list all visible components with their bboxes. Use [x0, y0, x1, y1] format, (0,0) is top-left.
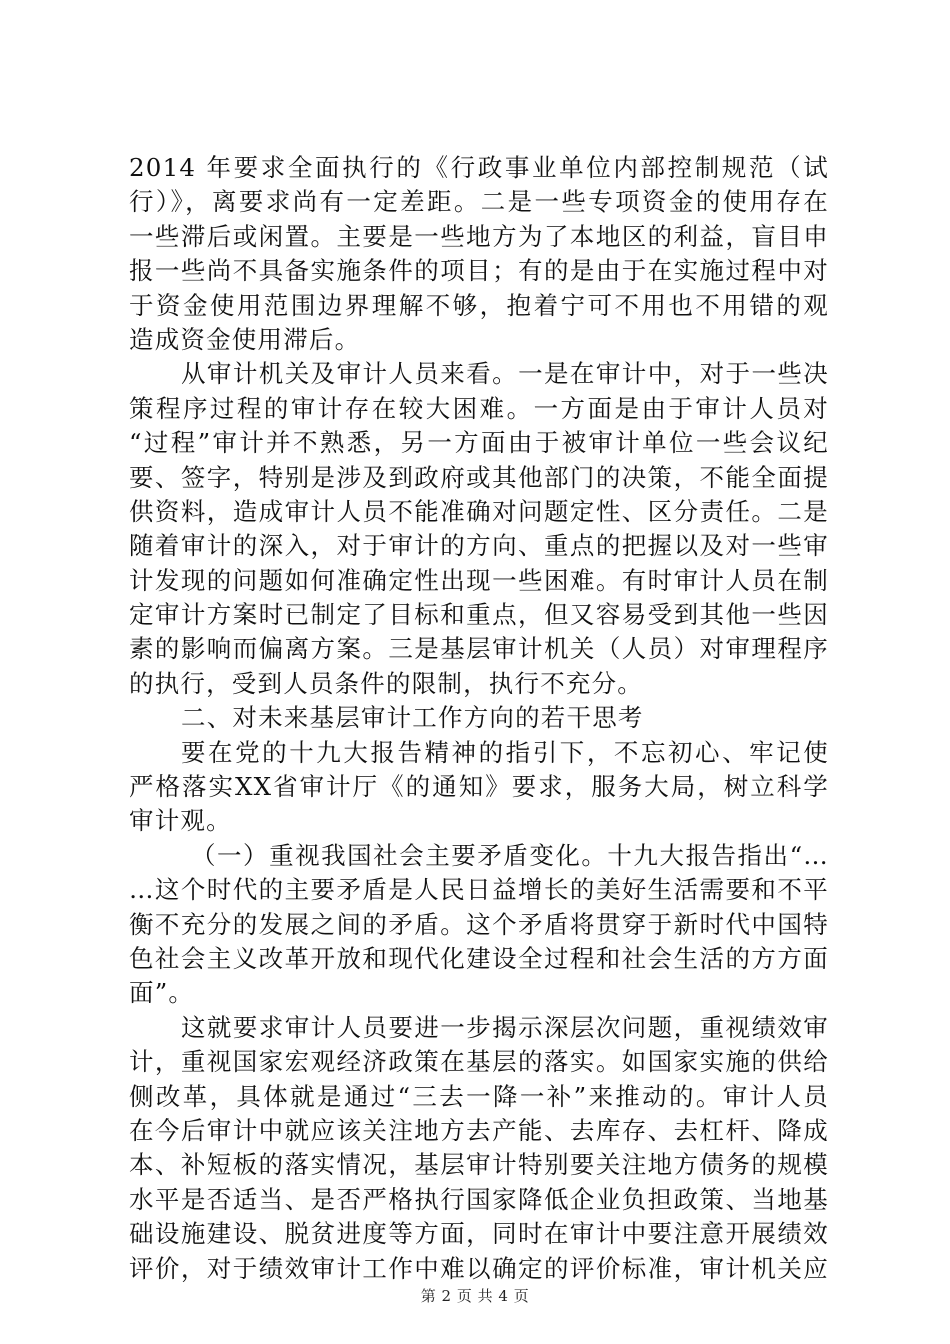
text-line: 严格落实XX省审计厅《的通知》要求，服务大局，树立科学: [129, 772, 829, 802]
section-heading: 二、对未来基层审计工作方向的若干思考: [181, 703, 644, 733]
text-line: 本、补短板的落实情况，基层审计特别要关注地方债务的规模: [129, 1150, 829, 1180]
text-line: 随着审计的深入，对于审计的方向、重点的把握以及对一些审: [129, 531, 829, 561]
text-line: …这个时代的主要矛盾是人民日益增长的美好生活需要和不平: [129, 875, 829, 905]
text-line: 础设施建设、脱贫进度等方面，同时在审计中要注意开展绩效: [129, 1219, 829, 1249]
text-line: 侧改革，具体就是通过“三去一降一补”来推动的。审计人员: [129, 1081, 829, 1111]
text-line: 要、签字，特别是涉及到政府或其他部门的决策，不能全面提: [129, 462, 829, 492]
text-line: 衡不充分的发展之间的矛盾。这个矛盾将贯穿于新时代中国特: [129, 909, 829, 939]
text-line: 策程序过程的审计存在较大困难。一方面是由于审计人员对: [129, 393, 829, 423]
text-line: 定审计方案时已制定了目标和重点，但又容易受到其他一些因: [129, 600, 829, 630]
text-line: 水平是否适当、是否严格执行国家降低企业负担政策、当地基: [129, 1184, 829, 1214]
document-body: [129, 151, 829, 1286]
text-line: 审计观。: [129, 806, 232, 836]
text-line: 一些滞后或闲置。主要是一些地方为了本地区的利益，盲目申: [129, 221, 829, 251]
text-line: 面”。: [129, 978, 195, 1008]
text-line: 于资金使用范围边界理解不够，抱着宁可不用也不用错的观: [129, 290, 829, 320]
page-number-label: 第 2 页 共 4 页: [420, 1287, 530, 1305]
text-line: 素的影响而偏离方案。三是基层审计机关（人员）对审理程序: [129, 634, 829, 664]
text-line: 的执行，受到人员条件的限制，执行不充分。: [129, 668, 643, 698]
text-line: “过程”审计并不熟悉，另一方面由于被审计单位一些会议纪: [129, 428, 829, 458]
text-line: 评价，对于绩效审计工作中难以确定的评价标准，审计机关应: [129, 1253, 829, 1283]
text-line: 造成资金使用滞后。: [129, 324, 361, 354]
text-line: 要在党的十九大报告精神的指引下，不忘初心、牢记使: [181, 737, 829, 767]
text-line: 计，重视国家宏观经济政策在基层的落实。如国家实施的供给: [129, 1047, 829, 1077]
text-line: 2014 年要求全面执行的《行政事业单位内部控制规范（试: [129, 153, 829, 182]
text-line: 行）》，离要求尚有一定差距。二是一些专项资金的使用存在: [129, 187, 829, 217]
text-line: 计发现的问题如何准确定性出现一些困难。有时审计人员在制: [129, 565, 829, 595]
text-line: 在今后审计中就应该关注地方去产能、去库存、去杠杆、降成: [129, 1115, 829, 1145]
subsection-heading: （一）重视我国社会主要矛盾变化。十九大报告指出“…: [191, 840, 829, 870]
text-line: 从审计机关及审计人员来看。一是在审计中，对于一些决: [181, 359, 829, 389]
text-line: 报一些尚不具备实施条件的项目；有的是由于在实施过程中对: [129, 256, 829, 286]
text-line: 供资料，造成审计人员不能准确对问题定性、区分责任。二是: [129, 496, 829, 526]
page-footer: [0, 1285, 950, 1306]
text-line: 这就要求审计人员要进一步揭示深层次问题，重视绩效审: [181, 1012, 829, 1042]
text-line: 色社会主义改革开放和现代化建设全过程和社会生活的方方面: [129, 943, 829, 973]
